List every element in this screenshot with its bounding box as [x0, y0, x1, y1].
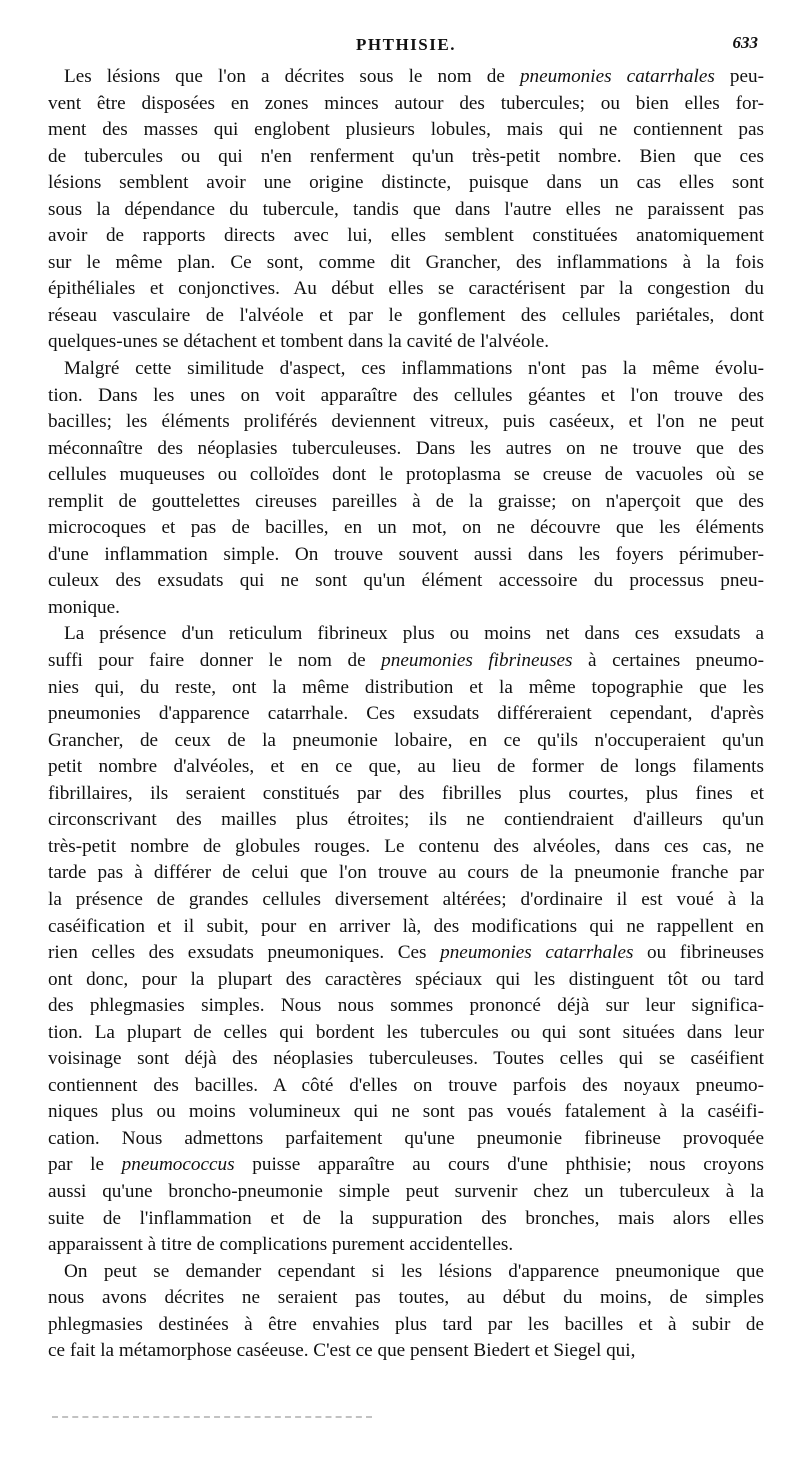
- text-line: petit nombre d'alvéoles, et en ce que, au lieu de former de longs filaments: [48, 756, 764, 778]
- paragraph: [48, 621, 764, 1258]
- text-line: ment des masses qui englobent plusieurs lobules, mais qui ne contiennent pas: [48, 119, 764, 141]
- italic-term: pneumococcus: [121, 1154, 235, 1176]
- text-line: par le pneumococcus puisse apparaître au cours d'une phthisie; nous croyons: [48, 1154, 764, 1176]
- body-text: [48, 64, 764, 1365]
- text-line: pneumonies d'apparence catarrhale. Ces exsudats différeraient cependant, d'après: [48, 703, 764, 725]
- text-line: cellules muqueuses ou colloïdes dont le protoplasma se creuse de vacuoles où se: [48, 464, 764, 486]
- text-line: niques plus ou moins volumineux qui ne sont pas voués fatalement à la caséifi-: [48, 1101, 764, 1123]
- text-line: Grancher, de ceux de la pneumonie lobaire, en ce qu'ils n'occuperaient qu'un: [48, 729, 764, 751]
- text-line: de tubercules ou qui n'en renferment qu'un très-petit nombre. Bien que ces: [48, 145, 764, 167]
- text-line: tion. La plupart de celles qui bordent les tubercules ou qui sont situées dans leur: [48, 1021, 764, 1043]
- text-line: vent être disposées en zones minces autour des tubercules; ou bien elles for-: [48, 92, 764, 114]
- text-line: réseau vasculaire de l'alvéole et par le gonflement des cellules pariétales, dont: [48, 304, 764, 326]
- footer-rule: [52, 1416, 372, 1418]
- text-line: culeux des exsudats qui ne sont qu'un élément accessoire du processus pneu-: [48, 570, 764, 592]
- text-line: suffi pour faire donner le nom de pneumonies fibrineuses à certaines pneumo-: [48, 650, 764, 672]
- italic-term: pneumonies catarrhales: [440, 942, 634, 964]
- text-line: Malgré cette similitude d'aspect, ces inflammations n'ont pas la même évolu-: [64, 358, 764, 380]
- text-line: très-petit nombre de globules rouges. Le contenu des alvéoles, dans ces cas, ne: [48, 835, 764, 857]
- text-line: aussi qu'une broncho-pneumonie simple peut survenir chez un tuberculeux à la: [48, 1180, 764, 1202]
- text-line: contiennent des bacilles. A côté d'elles on trouve parfois des noyaux pneumo-: [48, 1074, 764, 1096]
- text-line: nies qui, du reste, ont la même distribution et la même topographie que les: [48, 676, 764, 698]
- paragraph: [48, 64, 764, 356]
- text-line: des phlegmasies simples. Nous nous sommes prononcé déjà sur leur significa-: [48, 995, 764, 1017]
- text-line: suite de l'inflammation et de la suppuration des bronches, mais alors elles: [48, 1207, 764, 1229]
- text-line: sur le même plan. Ce sont, comme dit Grancher, des inflammations à la fois: [48, 251, 764, 273]
- text-line: ont donc, pour la plupart des caractères spéciaux qui les distinguent tôt ou tard: [48, 968, 764, 990]
- text-line: microcoques et pas de bacilles, en un mot, on ne découvre que les éléments: [48, 517, 764, 539]
- paragraph: [48, 356, 764, 621]
- text-line: épithéliales et conjonctives. Au début elles se caractérisent par la congestion du: [48, 278, 764, 300]
- text-line: tion. Dans les unes on voit apparaître des cellules géantes et l'on trouve des: [48, 384, 764, 406]
- text-line: monique.: [48, 596, 120, 618]
- text-line: avoir de rapports directs avec lui, elles semblent constituées anatomiquement: [48, 225, 764, 247]
- paragraph: [48, 1259, 764, 1365]
- text-line: nous avons décrites ne seraient pas toutes, au début du moins, de simples: [48, 1287, 764, 1309]
- text-line: phlegmasies destinées à être envahies plus tard par les bacilles et à subir de: [48, 1313, 764, 1335]
- text-line: Les lésions que l'on a décrites sous le nom de pneumonies catarrhales peu-: [64, 66, 764, 87]
- text-line: caséification et il subit, pour en arriver là, des modifications qui ne rappellent en: [48, 915, 764, 937]
- text-line: On peut se demander cependant si les lésions d'apparence pneumonique que: [64, 1260, 764, 1282]
- text-line: quelques-unes se détachent et tombent dans la cavité de l'alvéole.: [48, 331, 550, 353]
- text-line: fibrillaires, ils seraient constitués par des fibrilles plus courtes, plus fines et: [48, 782, 764, 804]
- text-line: apparaissent à titre de complications purement accidentelles.: [48, 1234, 514, 1256]
- text-line: bacilles; les éléments proliférés deviennent vitreux, puis caséeux, et l'on ne peut: [48, 411, 764, 433]
- text-line: rien celles des exsudats pneumoniques. Ces pneumonies catarrhales ou fibrineuses: [48, 942, 764, 964]
- italic-term: pneumonies fibrineuses: [381, 650, 573, 672]
- text-line: voisinage sont déjà des néoplasies tuberculeuses. Toutes celles qui se caséifient: [48, 1048, 764, 1070]
- text-line: d'une inflammation simple. On trouve souvent aussi dans les foyers périmuber-: [48, 543, 764, 565]
- text-line: ce fait la métamorphose caséeuse. C'est ce que pensent Biedert et Siegel qui,: [48, 1340, 636, 1362]
- text-line: La présence d'un reticulum fibrineux plus ou moins net dans ces exsudats a: [64, 623, 764, 645]
- text-line: remplit de gouttelettes cireuses pareilles à de la graisse; on n'aperçoit que des: [48, 490, 764, 512]
- running-title: PHTHISIE.: [356, 35, 456, 54]
- text-line: cation. Nous admettons parfaitement qu'une pneumonie fibrineuse provoquée: [48, 1127, 764, 1149]
- text-line: circonscrivant des mailles plus étroites; ils ne contiendraient d'ailleurs qu'un: [48, 809, 764, 831]
- text-line: la présence de grandes cellules diversement altérées; d'ordinaire il est voué à la: [48, 888, 764, 910]
- text-line: lésions semblent avoir une origine distincte, puisque dans un cas elles sont: [48, 172, 764, 194]
- text-line: méconnaître des néoplasies tuberculeuses. Dans les autres on ne trouve que des: [48, 437, 764, 459]
- page-number: 633: [732, 33, 758, 52]
- text-line: tarde pas à différer de celui que l'on trouve au cours de la pneumonie franche par: [48, 862, 764, 884]
- text-line: sous la dépendance du tubercule, tandis que dans l'autre elles ne paraissent pas: [48, 198, 764, 220]
- page-header: [48, 33, 764, 57]
- italic-term: pneumonies catarrhales: [519, 66, 715, 87]
